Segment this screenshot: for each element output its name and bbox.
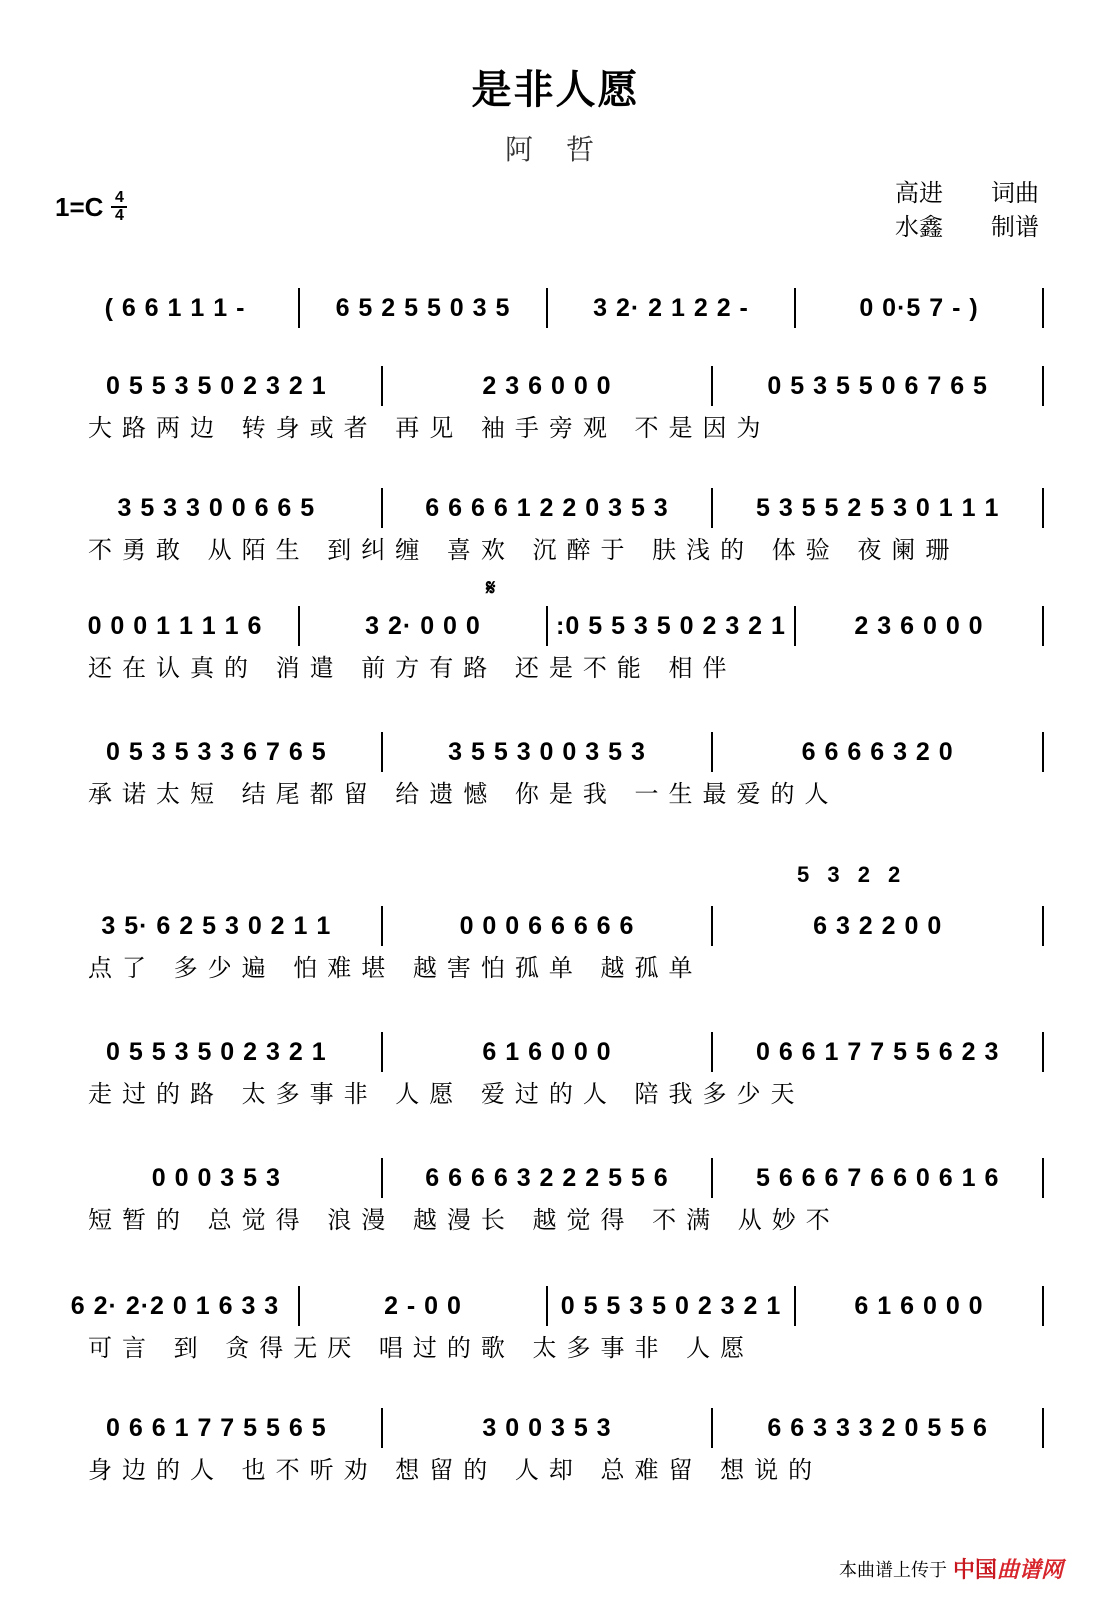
measure: 3 5· 6 2 5 3 0 2 1 1 [101,911,332,940]
footer-text: 本曲谱上传于 [838,1559,947,1580]
barline [1042,488,1044,528]
score-system [52,904,1044,988]
score-system [52,1030,1044,1114]
measure: :0 5 5 3 5 0 2 3 2 1 [556,611,786,640]
song-title: 是非人愿 [471,66,640,113]
measure: 6 3 2 2 0 0 [813,911,943,940]
notes-line [52,286,1044,330]
barline [1042,1286,1044,1326]
measure: 0 0·5 7 - ) [859,293,979,322]
credit-role: 词曲 [991,179,1039,207]
time-signature-bottom: 4 [114,207,124,224]
notes-line [52,1284,1044,1328]
site-logo-accent: 曲谱网 [996,1557,1063,1582]
barline [1042,1158,1044,1198]
measure: 3 2· 2 1 2 2 - [593,293,749,322]
time-signature [111,190,127,224]
measure: 6 6 3 3 3 2 0 5 5 6 [767,1413,988,1442]
measure: ( 6 6 1 1 1 - [104,293,246,322]
lyrics-line: 点了 多少遍 怕难堪 越害怕孤单 越孤单 [88,954,703,982]
measure: 0 5 3 5 5 0 6 7 6 5 [767,371,988,400]
credits [895,176,1039,244]
measure: 0 6 6 1 7 7 5 5 6 2 3 [755,1037,1000,1066]
upper-voice-notes: 5 3 2 2 [797,862,907,887]
key-signature [55,190,127,224]
measure: 3 0 0 3 5 3 [482,1413,612,1442]
notes-line [52,1156,1044,1200]
measure: 0 5 5 3 5 0 2 3 2 1 [560,1291,782,1320]
measure: 0 5 5 3 5 0 2 3 2 1 [106,371,327,400]
segno-sign: 𝄋 [486,576,496,601]
barline [1042,1032,1044,1072]
credit-role: 制谱 [991,213,1039,241]
lyrics-line: 走过的路 太多事非 人愿 爱过的人 陪我多少天 [88,1080,805,1108]
score-system [52,364,1044,448]
lyrics-line: 短暂的 总觉得 浪漫 越漫长 越觉得 不满 从妙不 [88,1206,840,1234]
site-logo [953,1553,1063,1584]
lyrics-line: 可言 到 贪得无厌 唱过的歌 太多事非 人愿 [88,1334,755,1362]
barline [1042,366,1044,406]
measure: 5 6 6 6 7 6 6 0 6 1 6 [755,1163,1000,1192]
lyrics-line: 承诺太短 结尾都留 给遗憾 你是我 一生最爱的人 [88,780,839,808]
measure: 6 6 6 6 3 2 0 [801,737,954,766]
measure: 6 2· 2·2 0 1 6 3 3 [70,1291,280,1320]
measure: 0 0 0 3 5 3 [151,1163,281,1192]
measure: 6 6 6 6 1 2 2 0 3 5 3 [425,493,669,522]
score-system [52,604,1044,688]
credit-row-transcriber [895,210,1039,244]
measure: 6 5 2 5 5 0 3 5 [335,293,511,322]
notes-line [52,604,1044,648]
score-system [52,1284,1044,1368]
measure: 3 5 3 3 0 0 6 6 5 [117,493,316,522]
notes-line [52,904,1044,948]
lyrics-line: 不勇敢 从陌生 到纠缠 喜欢 沉醉于 肤浅的 体验 夜阑珊 [88,536,960,564]
notes-line [52,1406,1044,1450]
footer-watermark [839,1553,1063,1584]
time-signature-top: 4 [114,189,124,206]
score-system [52,486,1044,570]
lyrics-line: 还在认真的 消遣 前方有路 还是不能 相伴 [88,654,737,682]
measure: 2 - 0 0 [384,1291,462,1320]
notes-line [52,1030,1044,1074]
key-label: 1=C [55,191,104,222]
notes-line [52,730,1044,774]
score-system [52,286,1044,370]
credit-name: 水鑫 [895,213,943,241]
barline [1042,606,1044,646]
site-logo-main: 中国 [952,1557,997,1582]
measure: 0 0 0 1 1 1 1 6 [87,611,263,640]
measure: 6 6 6 6 3 2 2 2 5 5 6 [425,1163,669,1192]
singer-name: 阿 哲 [505,133,606,166]
barline [1042,732,1044,772]
measure: 5 3 5 5 2 5 3 0 1 1 1 [755,493,1000,522]
barline [1042,288,1044,328]
measure: 2 3 6 0 0 0 [482,371,612,400]
barline [1042,1408,1044,1448]
measure: 2 3 6 0 0 0 [854,611,984,640]
score-system [52,730,1044,814]
score-system [52,1156,1044,1240]
lyrics-line: 身边的人 也不听劝 想留的 人却 总难留 想说的 [88,1456,823,1484]
lyrics-line: 大路两边 转身或者 再见 袖手旁观 不是因为 [88,414,771,442]
measure: 0 5 5 3 5 0 2 3 2 1 [106,1037,327,1066]
credit-name: 高进 [895,179,943,207]
barline [1042,906,1044,946]
measure: 0 0 0 6 6 6 6 6 [459,911,635,940]
score-system [52,1406,1044,1490]
measure: 6 1 6 0 0 0 [482,1037,612,1066]
notes-line [52,364,1044,408]
measure: 3 5 5 3 0 0 3 5 3 [448,737,646,766]
measure: 0 5 3 5 3 3 6 7 6 5 [106,737,327,766]
credit-row-lyricist [895,176,1039,210]
measure: 0 6 6 1 7 7 5 5 6 5 [106,1413,327,1442]
notes-line [52,486,1044,530]
measure: 3 2· 0 0 0 [365,611,481,640]
measure: 6 1 6 0 0 0 [854,1291,984,1320]
